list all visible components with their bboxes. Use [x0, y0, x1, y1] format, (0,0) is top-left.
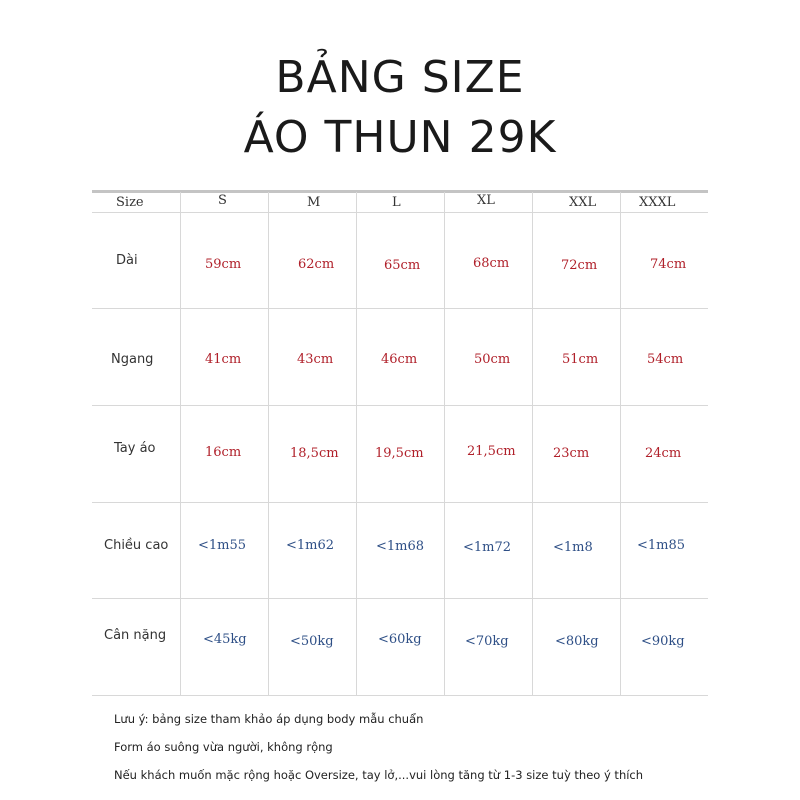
height-m: <1m62 [286, 538, 335, 553]
length-xxl: 72cm [561, 258, 598, 273]
weight-l: <60kg [378, 632, 422, 647]
row-label-weight: Cân nặng [104, 628, 167, 643]
note-oversize: Nếu khách muốn mặc rộng hoặc Oversize, tay lở,...vui lòng tăng từ 1-3 size tuỳ theo ý thích [114, 768, 644, 782]
height-xxl: <1m8 [553, 540, 593, 555]
table-row-divider [92, 502, 708, 503]
header-size-xxl: XXL [569, 195, 597, 210]
height-s: <1m55 [198, 538, 247, 553]
header-size-xxxl: XXXL [639, 195, 676, 210]
table-column-divider [356, 192, 357, 696]
header-size-label: Size [116, 195, 144, 210]
row-label-width: Ngang [111, 352, 154, 367]
weight-xl: <70kg [465, 634, 509, 649]
width-xxl: 51cm [562, 352, 599, 367]
table-column-divider [444, 192, 445, 696]
sleeve-s: 16cm [205, 445, 242, 460]
height-l: <1m68 [376, 539, 425, 554]
sleeve-xxl: 23cm [553, 446, 590, 461]
note-fit: Form áo suông vừa người, không rộng [114, 740, 333, 754]
page-title-line-1: BẢNG SIZE [275, 52, 525, 103]
table-top-border [92, 190, 708, 193]
table-column-divider [268, 192, 269, 696]
length-xl: 68cm [473, 256, 510, 271]
table-header-divider [92, 212, 708, 213]
header-size-xl: XL [477, 193, 495, 208]
row-label-height: Chiều cao [104, 538, 169, 553]
width-xl: 50cm [474, 352, 511, 367]
width-l: 46cm [381, 352, 418, 367]
header-size-m: M [307, 195, 321, 210]
table-column-divider [620, 192, 621, 696]
length-m: 62cm [298, 257, 335, 272]
length-l: 65cm [384, 258, 421, 273]
width-xxxl: 54cm [647, 352, 684, 367]
row-label-length: Dài [116, 253, 138, 268]
table-column-divider [532, 192, 533, 696]
header-size-s: S [218, 193, 227, 208]
length-xxxl: 74cm [650, 257, 687, 272]
table-column-divider [180, 192, 181, 696]
height-xxxl: <1m85 [637, 538, 686, 553]
height-xl: <1m72 [463, 540, 512, 555]
weight-xxl: <80kg [555, 634, 599, 649]
sleeve-xxxl: 24cm [645, 446, 682, 461]
table-row-divider [92, 308, 708, 309]
table-bottom-border [92, 695, 708, 696]
width-m: 43cm [297, 352, 334, 367]
table-row-divider [92, 598, 708, 599]
sleeve-xl: 21,5cm [467, 444, 516, 459]
weight-s: <45kg [203, 632, 247, 647]
width-s: 41cm [205, 352, 242, 367]
row-label-sleeve: Tay áo [114, 441, 156, 456]
length-s: 59cm [205, 257, 242, 272]
weight-xxxl: <90kg [641, 634, 685, 649]
weight-m: <50kg [290, 634, 334, 649]
page-title-line-2: ÁO THUN 29K [243, 112, 557, 163]
note-reference: Lưu ý: bảng size tham khảo áp dụng body mẫu chuẩn [114, 712, 424, 726]
table-row-divider [92, 405, 708, 406]
header-size-l: L [392, 195, 401, 210]
sleeve-m: 18,5cm [290, 446, 339, 461]
sleeve-l: 19,5cm [375, 446, 424, 461]
